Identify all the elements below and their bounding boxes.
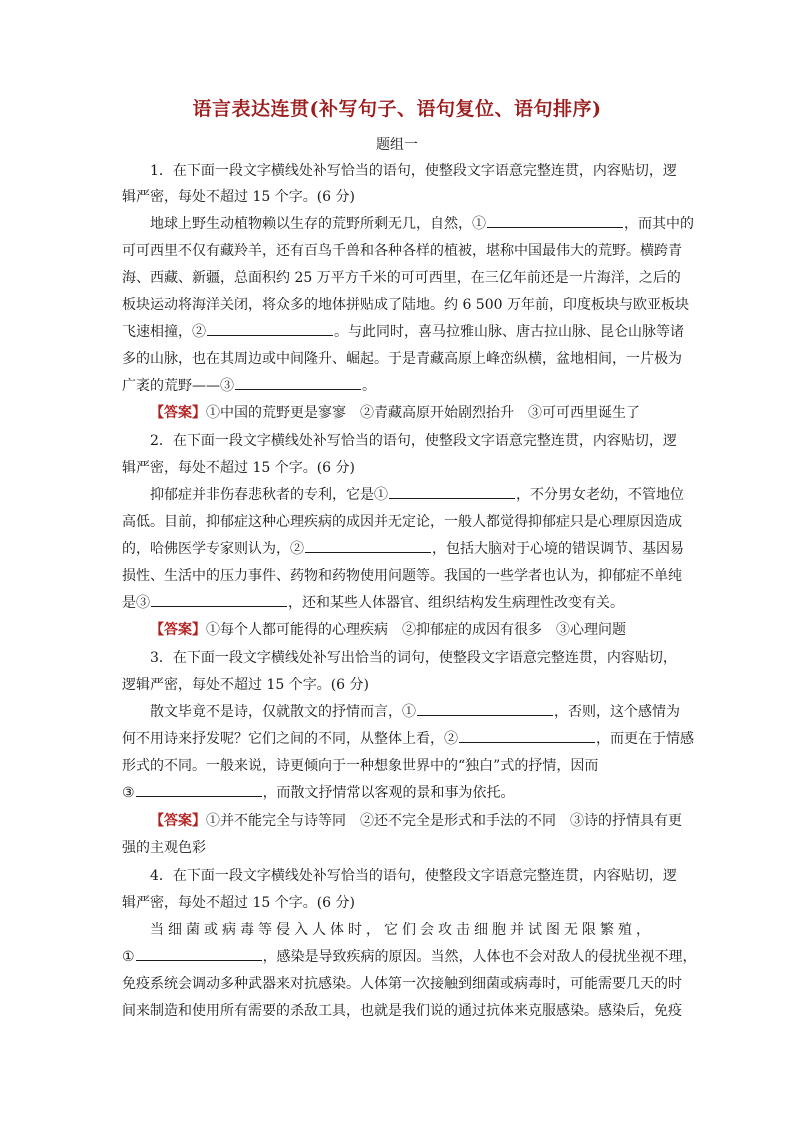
text-segment: ，否则，这个感情为 [554,704,680,720]
text-segment: 何不用诗来抒发呢？它们之间的不同，从整体上看，② [122,731,458,747]
q2-passage-line-1 [150,482,684,508]
answer-blank-1[interactable] [136,944,262,961]
q3-passage-line-2 [122,726,694,752]
q4-passage-line-1: 当细菌或病毒等侵入人体时，它们会攻击细胞并试图无限繁殖， [150,922,654,938]
text-segment: ，包括大脑对于心境的错误调节、基因易 [432,541,684,557]
q3-prompt-line-1: 3．在下面一段文字横线处补写出恰当的词句，使整段文字语意完整连贯，内容贴切， [150,650,677,666]
answer-blank-2[interactable] [305,536,431,553]
text-segment: 地球上野生动植物赖以生存的荒野所剩无几，自然，① [150,216,486,232]
answer-blank-1[interactable] [389,482,515,499]
answer-blank-2[interactable] [459,726,595,743]
text-segment: 广袤的荒野——③ [122,378,234,394]
answer-blank-3[interactable] [235,373,361,390]
q2-passage-line-4: 损性、生活中的压力事件、药物和药物使用问题等。我国的一些学者也认为，抑郁症不单纯 [122,568,682,584]
q1-passage-line-6: 多的山脉，也在其周边或中间隆升、崛起。于是青藏高原上峰峦纵横，盆地相间，一片极为 [122,351,682,367]
q3-passage-line-3: 形式的不同。一般来说，诗更倾向于一种想象世界中的“独白”式的抒情，因而 [122,758,599,774]
q3-answer-line-1 [150,808,680,834]
q2-passage-line-3 [122,536,684,562]
text-segment: ，而散文抒情常以客观的景和事为依托。 [262,785,515,801]
text-segment: ③ [122,785,135,801]
q2-prompt-line-2: 辑严密，每处不超过 15 个字。(6 分) [122,460,355,476]
text-segment: 是③ [122,595,150,611]
q2-passage-line-5 [122,590,680,616]
section-heading: 题组一 [376,137,418,153]
q2-prompt-line-1: 2．在下面一段文字横线处补写恰当的语句，使整段文字语意完整连贯，内容贴切，逻 [150,433,677,449]
answer-blank-3[interactable] [136,780,262,797]
text-segment: 抑郁症并非伤春悲秋者的专利，它是① [150,487,388,503]
answer-label: 【答案】 [150,405,206,421]
q1-passage-line-2: 可可西里不仅有藏羚羊，还有百鸟千兽和各种各样的植被，堪称中国最伟大的荒野。横跨青 [122,243,682,259]
q3-passage-line-4 [122,780,680,806]
text-segment: ，感染是导致疾病的原因。当然，人体也不会对敌人的侵扰坐视不理， [262,949,697,965]
q1-prompt-line-2: 辑严密，每处不超过 15 个字。(6 分) [122,189,355,205]
text-segment: 的，哈佛医学专家则认为，② [122,541,304,557]
answer-label: 【答案】 [150,622,206,638]
text-segment: 。与此同时，喜马拉雅山脉、唐古拉山脉、昆仑山脉等诸 [334,324,684,340]
q4-passage-line-2 [122,944,697,970]
q1-passage-line-5 [122,319,684,345]
text-segment: ① [122,949,135,965]
q1-passage-line-7 [122,373,680,399]
q3-passage-line-1 [150,699,680,725]
q1-prompt-line-1: 1．在下面一段文字横线处补写恰当的语句，使整段文字语意完整连贯，内容贴切，逻 [150,163,677,179]
q1-answer [150,400,680,426]
answer-blank-1[interactable] [487,211,623,228]
q4-passage-line-4: 间来制造和使用所有需要的杀敌工具，也就是我们说的通过抗体来克服感染。感染后，免疫 [122,1003,682,1019]
answer-blank-1[interactable] [417,699,553,716]
q1-passage-line-1 [150,211,694,237]
answer-blank-2[interactable] [207,319,333,336]
q2-passage-line-2: 高低。目前，抑郁症这种心理疾病的成因并无定论，一般人都觉得抑郁症只是心理原因造成 [122,514,682,530]
answer-text: ①并不能完全与诗等同 ②还不完全是形式和手法的不同 ③诗的抒情具有更 [206,813,682,829]
q2-answer [150,617,680,643]
text-segment: 散文毕竟不是诗，仅就散文的抒情而言，① [150,704,416,720]
q4-passage-line-3: 免疫系统会调动多种武器来对抗感染。人体第一次接触到细菌或病毒时，可能需要几天的时 [122,976,682,992]
text-segment: ，还和某些人体器官、组织结构发生病理性改变有关。 [288,595,624,611]
q3-answer-line-2: 强的主观色彩 [122,840,206,856]
q3-prompt-line-2: 逻辑严密，每处不超过 15 个字。(6 分) [122,677,369,693]
answer-text: ①中国的荒野更是寥寥 ②青藏高原开始剧烈抬升 ③可可西里诞生了 [206,405,640,421]
text-segment: ，而其中的 [624,216,694,232]
q4-prompt-line-1: 4．在下面一段文字横线处补写恰当的语句，使整段文字语意完整连贯，内容贴切，逻 [150,868,677,884]
q1-passage-line-3: 海、西藏、新疆，总面积约 25 万平方千米的可可西里，在三亿年前还是一片海洋，之后的 [122,270,681,286]
answer-label: 【答案】 [150,813,206,829]
answer-text: ①每个人都可能得的心理疾病 ②抑郁症的成因有很多 ③心理问题 [206,622,626,638]
text-segment: 。 [362,378,376,394]
text-segment: 飞速相撞，② [122,324,206,340]
q4-prompt-line-2: 辑严密，每处不超过 15 个字。(6 分) [122,895,355,911]
text-segment: ，而更在于情感 [596,731,694,747]
document-title: 语言表达连贯(补写句子、语句复位、语句排序) [192,98,602,120]
q1-passage-line-4: 板块运动将海洋关闭，将众多的地体拼贴成了陆地。约 6 500 万年前，印度板块与欧亚板块 [122,297,689,313]
answer-blank-3[interactable] [151,590,287,607]
text-segment: ，不分男女老幼，不管地位 [516,487,684,503]
